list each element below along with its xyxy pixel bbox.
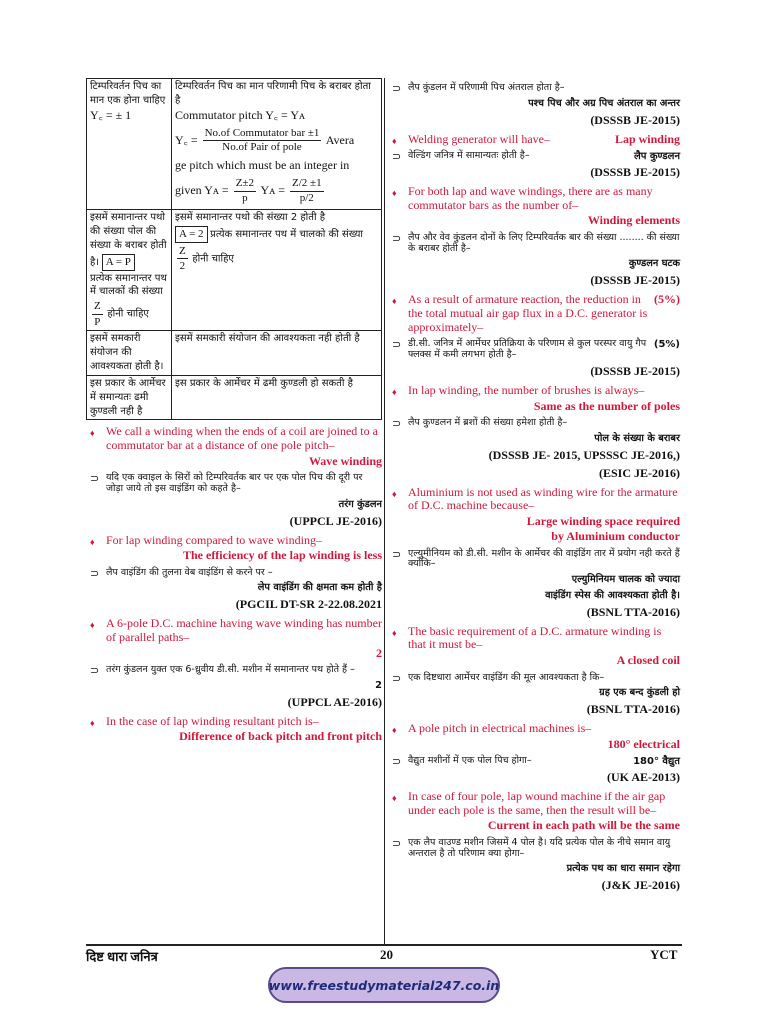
table-cell bbox=[172, 79, 382, 210]
answer-text: कुण्डलन घटक bbox=[628, 258, 680, 270]
answer-text: Large winding space required bbox=[526, 513, 680, 528]
question-text: In lap winding, the number of brushes is always– bbox=[408, 382, 645, 397]
answer-text: Wave winding bbox=[308, 453, 382, 468]
arrow-bullet-icon: ⊃ bbox=[392, 547, 402, 561]
question-hindi bbox=[388, 233, 680, 255]
question-text: Aluminium is not used as winding wire for the armature of D.C. machine because– bbox=[408, 484, 678, 513]
arrow-bullet-icon: ⊃ bbox=[90, 663, 100, 677]
question-hindi bbox=[86, 665, 382, 676]
question-english bbox=[388, 486, 680, 513]
question-english bbox=[388, 722, 680, 736]
cell-text: प्रत्येक समानान्तर पथ में चालको की संख्या bbox=[210, 229, 363, 241]
numerator: Z±2 bbox=[234, 177, 256, 192]
answer-text: लैप कुण्डलन bbox=[633, 151, 680, 163]
exam-reference: (DSSSB JE-2015) bbox=[590, 363, 680, 378]
formula-lhs: Yᴀ = bbox=[260, 182, 285, 197]
question-text: लैप और वेव कुंडलन दोनों के लिए टिम्परिवर्तक बार की संख्या ........ की संख्या के बराबर होती है– bbox=[408, 231, 680, 254]
right-question-list bbox=[388, 83, 680, 893]
diamond-bullet-icon: ♦ bbox=[90, 536, 95, 547]
exam-reference: (DSSSB JE-2015) bbox=[590, 165, 680, 180]
cell-text: प्रत्येक समानान्तर पथ में चालकों की संख्या bbox=[90, 272, 167, 298]
diamond-bullet-icon: ♦ bbox=[392, 135, 397, 146]
answer-text: तरंग कुंडलन bbox=[338, 498, 382, 510]
question-hindi bbox=[388, 339, 680, 361]
average-pitch-formula bbox=[175, 177, 378, 206]
question-text: A 6-pole D.C. machine having wave winding has number of parallel paths– bbox=[106, 616, 382, 644]
arrow-bullet-icon: ⊃ bbox=[90, 566, 100, 580]
answer-text: Lap winding bbox=[614, 131, 680, 146]
arrow-bullet-icon: ⊃ bbox=[392, 671, 402, 685]
footer-chapter: दिष्ट धारा जनित्र bbox=[86, 949, 158, 964]
cell-text: इस प्रकार के आर्मेचर में ढमी कुण्डली हो सकती है bbox=[175, 377, 353, 389]
page-number: 20 bbox=[380, 947, 393, 962]
question-text: तरंग कुंडलन युक्त एक 6-ध्रुवीय डी.सी. मशीन में समानान्तर पथ होते हैं – bbox=[106, 663, 355, 675]
exam-reference: (UK AE-2013) bbox=[607, 770, 680, 785]
cell-text: इसमें समकारी संयोजन की आवश्यकता होती है। bbox=[90, 333, 164, 372]
formula-lhs: Yᴀ = bbox=[204, 182, 229, 197]
arrow-bullet-icon: ⊃ bbox=[392, 755, 402, 769]
question-text: एक लैप वाउण्ड मशीन जिसमें 4 पोल है। यदि प्रत्येक पोल के नीचे समान वायु अन्तराल है तो परिणाम क्या होगा– bbox=[408, 836, 671, 859]
table-cell bbox=[172, 210, 382, 331]
answer-text: The efficiency of the lap winding is less bbox=[182, 548, 382, 563]
cell-text: इसमें समानान्तर पथो की संख्या पोल की संख्या के बराबर होती है। bbox=[90, 212, 167, 268]
fraction bbox=[177, 244, 188, 274]
exam-reference: (UPPCL AE-2016) bbox=[287, 694, 382, 709]
numerator: Z/2 ±1 bbox=[290, 177, 324, 192]
answer-text: by Aluminium conductor bbox=[551, 529, 680, 544]
diamond-bullet-icon: ♦ bbox=[392, 627, 397, 638]
exam-reference: (DSSSB JE-2015) bbox=[590, 273, 680, 288]
table-row bbox=[87, 210, 382, 331]
diamond-bullet-icon: ♦ bbox=[90, 717, 95, 728]
answer-text: (5%) bbox=[653, 339, 680, 351]
diamond-bullet-icon: ♦ bbox=[392, 188, 397, 199]
table-row bbox=[87, 331, 382, 376]
question-english bbox=[388, 293, 680, 334]
arrow-bullet-icon: ⊃ bbox=[392, 150, 402, 164]
question-english bbox=[86, 715, 382, 729]
answer-text: Winding elements bbox=[587, 213, 680, 228]
arrow-bullet-icon: ⊃ bbox=[392, 338, 402, 352]
numerator: Z bbox=[92, 299, 103, 315]
diamond-bullet-icon: ♦ bbox=[392, 725, 397, 736]
question-text: For both lap and wave windings, there are as many commutator bars as the number of– bbox=[408, 184, 653, 212]
question-text: डी.सी. जनित्र में आर्मेचर प्रतिक्रिया के परिणाम से कुल परस्पर वायु गैप फ्लक्स में कमी लगभग होती है– bbox=[408, 338, 647, 361]
question-text: लैप वाइंडिंग की तुलना वेब वाइंडिंग से करने पर – bbox=[106, 566, 273, 578]
answer-text: 2 bbox=[376, 645, 382, 660]
table-cell bbox=[87, 375, 172, 420]
question-hindi bbox=[388, 549, 680, 571]
column-divider bbox=[384, 78, 385, 944]
question-hindi bbox=[388, 838, 680, 860]
diamond-bullet-icon: ♦ bbox=[392, 386, 397, 397]
diamond-bullet-icon: ♦ bbox=[392, 296, 397, 307]
answer-text: वाइंडिंग स्पेस की आवश्यकता होती है। bbox=[545, 590, 680, 602]
question-hindi bbox=[388, 83, 680, 94]
denominator: p bbox=[242, 191, 248, 204]
exam-reference: (DSSSB JE- 2015, UPSSSC JE-2016,) bbox=[488, 447, 680, 462]
cell-text: इस प्रकार के आर्मेचर में समान्यतः ढमी कुण्डली नही है bbox=[90, 377, 166, 417]
website-link[interactable]: www.freestudymaterial247.co.in bbox=[268, 967, 500, 1003]
question-text: वैद्युत मशीनों में एक पोल पिच होगा– bbox=[408, 755, 532, 767]
answer-text: 2 bbox=[375, 679, 382, 691]
formula-rhs: Avera bbox=[325, 132, 355, 147]
question-english bbox=[388, 133, 680, 147]
formula-label: given bbox=[175, 182, 202, 197]
answer-text: ग्रह एक बन्द कुंडली हो bbox=[599, 687, 680, 699]
right-column bbox=[388, 78, 680, 895]
question-english bbox=[86, 617, 382, 644]
answer-text: Current in each path will be the same bbox=[487, 818, 680, 833]
denominator: No.of Pair of pole bbox=[222, 141, 302, 154]
footer-brand: YCT bbox=[650, 947, 678, 962]
formula-lhs: Y꜀ = bbox=[175, 132, 198, 147]
denominator: P bbox=[94, 315, 101, 328]
question-hindi bbox=[388, 673, 680, 684]
question-text: For lap winding compared to wave winding– bbox=[106, 532, 322, 547]
arrow-bullet-icon: ⊃ bbox=[392, 231, 402, 245]
question-text: In the case of lap winding resultant pitch is– bbox=[106, 713, 319, 728]
question-hindi bbox=[86, 473, 382, 495]
exam-reference: (BSNL TTA-2016) bbox=[586, 604, 680, 619]
table-cell bbox=[87, 79, 172, 210]
question-text: As a result of armature reaction, the reduction in the total mutual air gap flux in a D.C. generator is approximately– bbox=[408, 292, 648, 334]
answer-text: लेप वाइंडिंग की क्षमता कम होती है bbox=[257, 582, 382, 594]
question-hindi bbox=[388, 756, 680, 767]
table-cell bbox=[87, 210, 172, 331]
table-cell bbox=[172, 331, 382, 376]
cell-text: होनी चाहिए bbox=[192, 253, 234, 265]
fraction bbox=[290, 177, 324, 206]
cell-text: ge pitch which must be an integer in bbox=[175, 158, 350, 173]
answer-text: प्रत्येक पथ का धारा समान रहेगा bbox=[566, 863, 680, 875]
arrow-bullet-icon: ⊃ bbox=[392, 416, 402, 430]
question-text: In case of four pole, lap wound machine if the air gap under each pole is the same, then the result will be– bbox=[408, 789, 666, 817]
exam-reference: (BSNL TTA-2016) bbox=[586, 702, 680, 717]
question-text: We call a winding when the ends of a coil are joined to a commutator bar at a distance of one pole pitch– bbox=[106, 424, 378, 453]
cell-text: होनी चाहिए bbox=[107, 308, 149, 320]
answer-text: 180° electrical bbox=[607, 736, 680, 751]
question-text: एल्युमीनियम को डी.सी. मशीन के आर्मेचर की वाइंडिंग तार में प्रयोग नही करते हैं क्योंकि– bbox=[408, 547, 680, 570]
exam-reference: (UPPCL JE-2016) bbox=[289, 513, 382, 528]
table-cell bbox=[172, 375, 382, 420]
answer-text: A closed coil bbox=[616, 653, 680, 668]
cell-text: इसमें समकारी संयोजन की आवश्यकता नही होती है bbox=[175, 333, 360, 345]
answer-text: Same as the number of poles bbox=[533, 398, 680, 413]
question-text: एक दिष्टधारा आर्मेचर वाइंडिंग की मूल आवश्यकता है कि– bbox=[408, 671, 605, 683]
diamond-bullet-icon: ♦ bbox=[90, 620, 95, 631]
boxed-formula: A = P bbox=[102, 254, 135, 271]
answer-text: (5%) bbox=[654, 292, 680, 307]
fraction bbox=[92, 299, 103, 329]
question-text: लैप कुंडलन में परिणामी पिच अंतराल होता है– bbox=[408, 82, 565, 93]
footer-divider bbox=[86, 944, 682, 946]
table-row bbox=[87, 375, 382, 420]
question-english bbox=[388, 185, 680, 212]
answer-text: पोल के संख्या के बराबर bbox=[594, 432, 680, 444]
question-text: यदि एक क्वाइल के सिरों को टिम्परिवर्तक बार पर एक पोल पिच की दूरी पर जोड़ा जाये तो इस वाइंडिंग को कहते है– bbox=[106, 472, 363, 494]
table-cell bbox=[87, 331, 172, 376]
answer-text: एल्युमिनियम चालक को ज्यादा bbox=[571, 574, 680, 586]
question-english bbox=[388, 790, 680, 817]
answer-text: पश्च पिच और अग्र पिच अंतराल का अन्तर bbox=[528, 97, 680, 109]
answer-text: Difference of back pitch and front pitch bbox=[179, 729, 382, 744]
cell-text: टिम्परिवर्तन पिच का मान परिणामी पिच के बराबर होता है bbox=[175, 81, 371, 106]
fraction bbox=[234, 177, 256, 206]
question-text: The basic requirement of a D.C. armature winding is that it must be– bbox=[408, 623, 662, 652]
exam-reference: (PGCIL DT-SR 2-22.08.2021 bbox=[235, 597, 382, 612]
exam-reference: (ESIC JE-2016) bbox=[598, 465, 680, 480]
cell-text: टिम्परिवर्तन पिच का मान एक होना चाहिए bbox=[90, 81, 166, 106]
commutator-pitch-formula bbox=[175, 127, 378, 156]
numerator: No.of Commutator bar ±1 bbox=[203, 127, 322, 142]
arrow-bullet-icon: ⊃ bbox=[90, 472, 100, 486]
numerator: Z bbox=[177, 244, 188, 260]
diamond-bullet-icon: ♦ bbox=[392, 488, 397, 499]
comparison-table bbox=[86, 78, 382, 420]
exam-reference: (J&K JE-2016) bbox=[601, 878, 680, 893]
left-column bbox=[86, 78, 382, 745]
fraction bbox=[203, 127, 322, 156]
denominator: 2 bbox=[179, 260, 186, 273]
question-hindi bbox=[86, 568, 382, 579]
question-text: वेल्डिंग जनित्र में सामान्यतः होती है– bbox=[408, 150, 530, 162]
question-hindi bbox=[388, 151, 680, 162]
question-english bbox=[388, 625, 680, 652]
arrow-bullet-icon: ⊃ bbox=[392, 82, 402, 95]
cell-formula: Commutator pitch Y꜀ = Yᴀ bbox=[175, 107, 306, 122]
cell-text: इसमें समानान्तर पथो की संख्या 2 होती है bbox=[175, 212, 326, 224]
diamond-bullet-icon: ♦ bbox=[90, 428, 95, 439]
table-row bbox=[87, 79, 382, 210]
question-hindi bbox=[388, 418, 680, 429]
question-english bbox=[388, 384, 680, 398]
denominator: p/2 bbox=[299, 191, 314, 204]
question-text: A pole pitch in electrical machines is– bbox=[408, 721, 592, 736]
diamond-bullet-icon: ♦ bbox=[392, 793, 397, 804]
arrow-bullet-icon: ⊃ bbox=[392, 836, 402, 850]
left-question-list bbox=[86, 425, 382, 743]
question-text: Welding generator will have– bbox=[408, 131, 550, 146]
exam-reference: (DSSSB JE-2015) bbox=[590, 112, 680, 127]
cell-formula: Y꜀ = ± 1 bbox=[90, 107, 132, 122]
answer-text: 180° वैद्युत bbox=[633, 756, 680, 768]
question-text: लैप कुण्डलन में ब्रशों की संख्या हमेशा होती है– bbox=[408, 416, 568, 428]
boxed-formula: A = 2 bbox=[175, 226, 208, 243]
question-english bbox=[86, 534, 382, 548]
question-english bbox=[86, 425, 382, 452]
page-content bbox=[86, 78, 682, 946]
